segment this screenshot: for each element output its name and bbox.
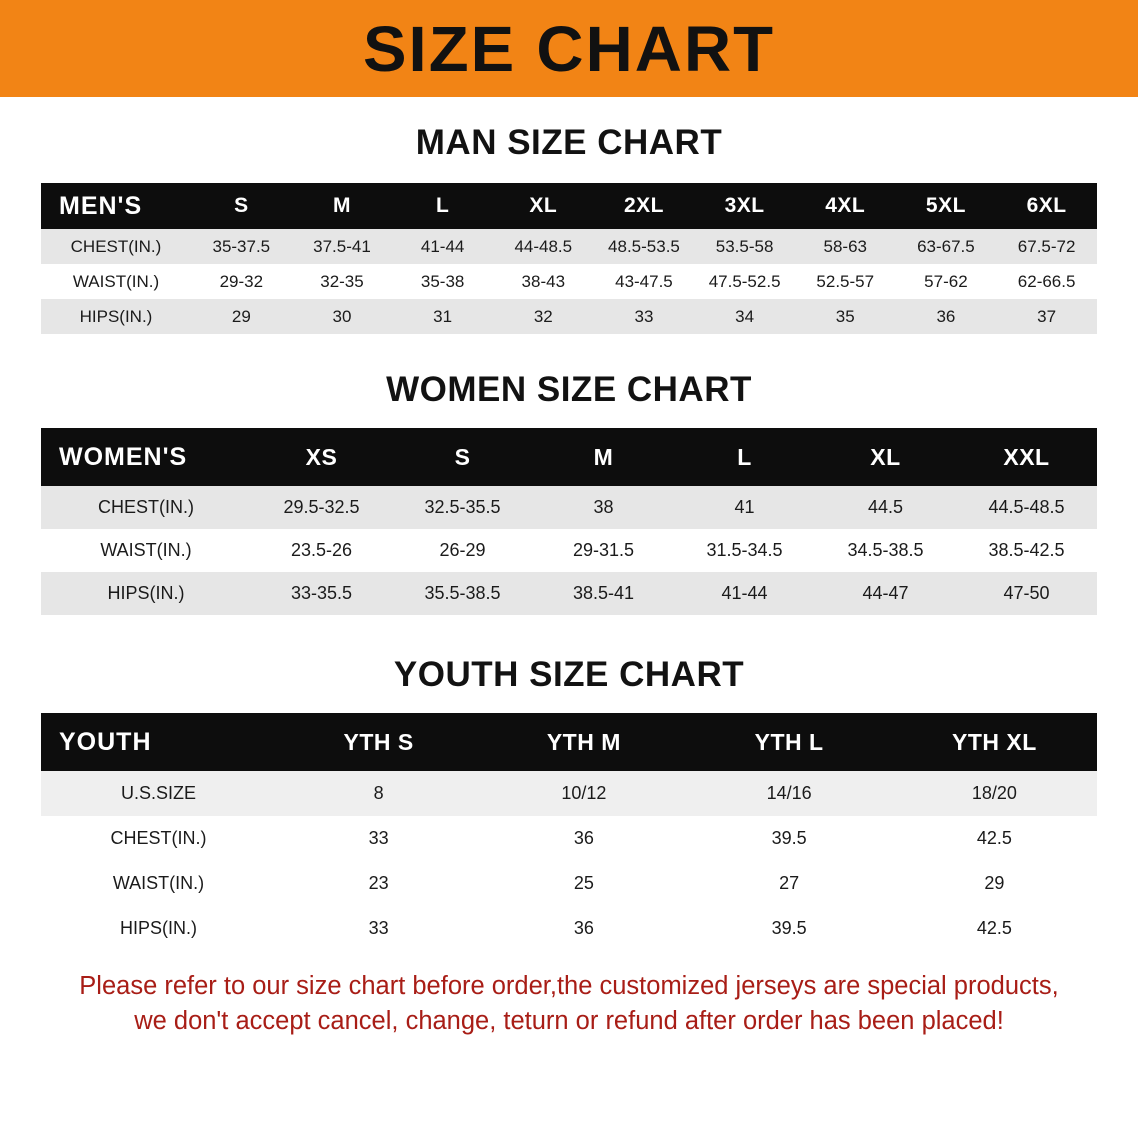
man-row1-c6: 52.5-57 bbox=[816, 271, 875, 291]
women-row0-c0: 29.5-32.5 bbox=[283, 497, 360, 517]
table-row bbox=[41, 486, 1097, 529]
women-row0-c1: 32.5-35.5 bbox=[424, 497, 501, 517]
women-row0-c3: 41 bbox=[734, 497, 755, 517]
man-row0-c3: 44-48.5 bbox=[514, 236, 573, 256]
man-header-m: M bbox=[292, 183, 393, 229]
youth-row1-c0: 33 bbox=[368, 828, 389, 848]
man-header-6xl: 6XL bbox=[996, 183, 1097, 229]
man-row2-label: HIPS(IN.) bbox=[79, 306, 153, 326]
man-row1-c0: 29-32 bbox=[219, 271, 264, 291]
youth-row2-c3: 29 bbox=[984, 873, 1005, 893]
youth-size-table bbox=[41, 713, 1097, 951]
man-row1-c2: 35-38 bbox=[420, 271, 465, 291]
youth-row2-c1: 25 bbox=[573, 873, 594, 893]
page-title: SIZE CHART bbox=[362, 12, 776, 85]
women-row1-label: WAIST(IN.) bbox=[100, 540, 192, 560]
youth-row2-c0: 23 bbox=[368, 873, 389, 893]
youth-row3-c0: 33 bbox=[368, 918, 389, 938]
man-section-title: MAN SIZE CHART bbox=[415, 123, 723, 162]
women-row2-c5: 47-50 bbox=[1003, 583, 1050, 603]
youth-row1-c1: 36 bbox=[573, 828, 594, 848]
man-row0-c8: 67.5-72 bbox=[1017, 236, 1076, 256]
man-row1-c4: 43-47.5 bbox=[615, 271, 673, 291]
man-row1-c1: 32-35 bbox=[320, 271, 364, 291]
women-row1-c3: 31.5-34.5 bbox=[706, 540, 783, 560]
man-row1-c5: 47.5-52.5 bbox=[708, 271, 781, 291]
youth-row3-c1: 36 bbox=[573, 918, 594, 938]
table-row bbox=[41, 229, 1097, 264]
women-table-header bbox=[41, 428, 1097, 486]
women-row2-c0: 33-35.5 bbox=[290, 583, 353, 603]
women-row1-c5: 38.5-42.5 bbox=[988, 540, 1065, 560]
youth-row1-c3: 42.5 bbox=[976, 828, 1012, 848]
man-row1-c8: 62-66.5 bbox=[1017, 271, 1076, 291]
man-table-header bbox=[41, 183, 1097, 229]
women-header-xxl: XXL bbox=[956, 428, 1097, 486]
note-line-2: we don't accept cancel, change, teturn or refund after order has been placed! bbox=[134, 1007, 1004, 1036]
youth-row0-c3: 18/20 bbox=[971, 783, 1017, 803]
man-row2-c1: 30 bbox=[332, 306, 352, 326]
women-header-rowlabel: WOMEN'S bbox=[41, 428, 251, 486]
man-row0-c7: 63-67.5 bbox=[917, 236, 975, 256]
table-header-row bbox=[41, 183, 1097, 229]
youth-row3-c2: 39.5 bbox=[771, 918, 807, 938]
youth-table-header bbox=[41, 713, 1097, 771]
women-row2-label: HIPS(IN.) bbox=[107, 583, 185, 603]
youth-table-body bbox=[41, 771, 1097, 951]
women-header-xl: XL bbox=[815, 428, 956, 486]
youth-row0-c1: 10/12 bbox=[561, 783, 607, 803]
table-row bbox=[41, 572, 1097, 615]
youth-row0-c0: 8 bbox=[373, 783, 384, 803]
man-row1-label: WAIST(IN.) bbox=[72, 271, 160, 291]
man-row2-c6: 35 bbox=[835, 306, 855, 326]
table-row bbox=[41, 529, 1097, 572]
man-row2-c4: 33 bbox=[634, 306, 654, 326]
women-header-l: L bbox=[674, 428, 815, 486]
man-row2-c5: 34 bbox=[735, 306, 755, 326]
man-row2-c8: 37 bbox=[1037, 306, 1057, 326]
women-row1-c0: 23.5-26 bbox=[290, 540, 353, 560]
youth-header-rowlabel: YOUTH bbox=[41, 713, 276, 771]
man-header-xl: XL bbox=[493, 183, 594, 229]
table-row bbox=[41, 771, 1097, 816]
man-row1-c3: 38-43 bbox=[521, 271, 566, 291]
man-row0-label: CHEST(IN.) bbox=[70, 236, 162, 256]
man-row0-c0: 35-37.5 bbox=[212, 236, 271, 256]
youth-row2-c2: 27 bbox=[779, 873, 800, 893]
women-row1-c2: 29-31.5 bbox=[572, 540, 635, 560]
women-row0-c5: 44.5-48.5 bbox=[988, 497, 1065, 517]
women-size-table bbox=[41, 428, 1097, 615]
page-banner bbox=[0, 0, 1138, 97]
youth-row2-label: WAIST(IN.) bbox=[112, 873, 205, 893]
man-row0-c6: 58-63 bbox=[823, 236, 867, 256]
table-row bbox=[41, 816, 1097, 861]
women-row0-label: CHEST(IN.) bbox=[98, 497, 194, 517]
man-header-2xl: 2XL bbox=[594, 183, 695, 229]
women-row2-c4: 44-47 bbox=[862, 583, 909, 603]
note-line-1: Please refer to our size chart before order,the customized jerseys are special products, bbox=[79, 972, 1059, 1000]
man-header-l: L bbox=[392, 183, 493, 229]
women-table-body bbox=[41, 486, 1097, 615]
women-row1-c4: 34.5-38.5 bbox=[847, 540, 924, 560]
women-header-m: M bbox=[533, 428, 674, 486]
order-policy-note bbox=[54, 969, 1084, 1039]
youth-row0-c2: 14/16 bbox=[766, 783, 812, 803]
women-header-xs: XS bbox=[251, 428, 392, 486]
table-row bbox=[41, 906, 1097, 951]
man-header-s: S bbox=[191, 183, 292, 229]
man-row1-c7: 57-62 bbox=[924, 271, 968, 291]
women-row2-c3: 41-44 bbox=[721, 583, 768, 603]
youth-header-xl: YTH XL bbox=[892, 713, 1097, 771]
women-row2-c1: 35.5-38.5 bbox=[424, 583, 501, 603]
youth-section-title: YOUTH SIZE CHART bbox=[393, 655, 745, 694]
man-row2-c7: 36 bbox=[936, 306, 956, 326]
youth-header-l: YTH L bbox=[687, 713, 892, 771]
women-header-s: S bbox=[392, 428, 533, 486]
women-row0-c2: 38 bbox=[593, 497, 614, 517]
youth-row3-c3: 42.5 bbox=[976, 918, 1012, 938]
women-row1-c1: 26-29 bbox=[439, 540, 486, 560]
man-row2-c3: 32 bbox=[533, 306, 553, 326]
youth-header-m: YTH M bbox=[481, 713, 686, 771]
man-table-body bbox=[41, 229, 1097, 334]
table-row bbox=[41, 299, 1097, 334]
youth-row0-label: U.S.SIZE bbox=[120, 783, 196, 803]
table-row bbox=[41, 264, 1097, 299]
youth-row1-label: CHEST(IN.) bbox=[110, 828, 207, 848]
table-header-row bbox=[41, 713, 1097, 771]
women-row2-c2: 38.5-41 bbox=[572, 583, 635, 603]
man-row2-c0: 29 bbox=[231, 306, 251, 326]
man-row0-c2: 41-44 bbox=[420, 236, 465, 256]
man-header-5xl: 5XL bbox=[896, 183, 997, 229]
table-row bbox=[41, 861, 1097, 906]
youth-row3-label: HIPS(IN.) bbox=[119, 918, 197, 938]
women-row0-c4: 44.5 bbox=[867, 497, 904, 517]
women-section-title: WOMEN SIZE CHART bbox=[386, 370, 752, 409]
man-header-rowlabel: MEN'S bbox=[41, 183, 191, 229]
man-row0-c4: 48.5-53.5 bbox=[608, 236, 680, 256]
man-header-3xl: 3XL bbox=[694, 183, 795, 229]
youth-row1-c2: 39.5 bbox=[771, 828, 807, 848]
man-header-4xl: 4XL bbox=[795, 183, 896, 229]
table-header-row bbox=[41, 428, 1097, 486]
youth-header-s: YTH S bbox=[276, 713, 481, 771]
man-row2-c2: 31 bbox=[433, 306, 453, 326]
man-row0-c1: 37.5-41 bbox=[313, 236, 371, 256]
man-row0-c5: 53.5-58 bbox=[715, 236, 774, 256]
man-size-table bbox=[41, 183, 1097, 334]
